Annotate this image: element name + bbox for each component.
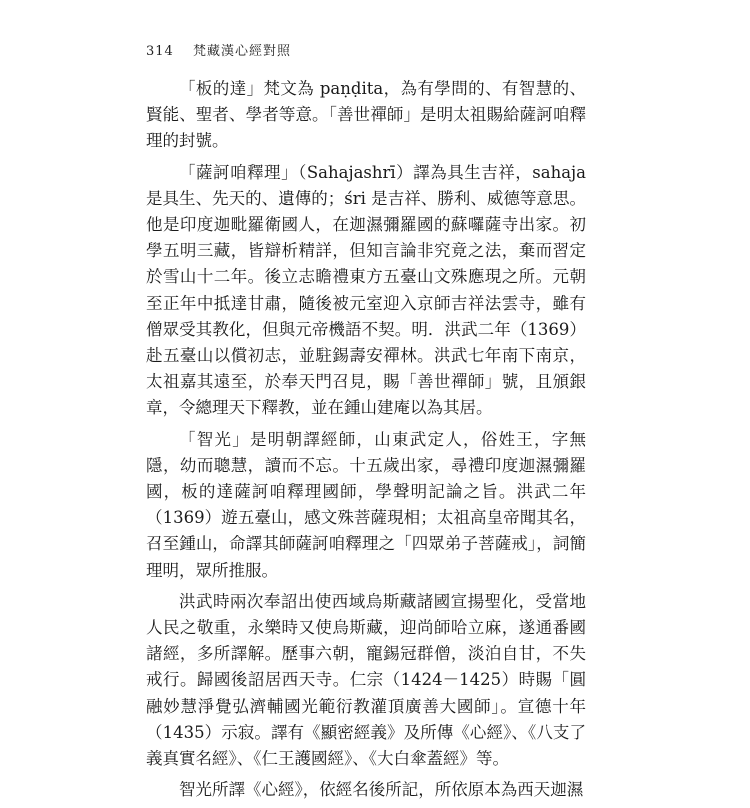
page-number: 314 (146, 44, 174, 59)
running-header (146, 40, 291, 59)
paragraph-heart-sutra: 智光所譯《心經》，依經名後所記，所依原本為西天迦濕 (179, 780, 584, 800)
body-text (146, 76, 586, 808)
running-title: 梵藏漢心經對照 (192, 44, 291, 59)
paragraph-pandita: 「板的達」梵文為 paṇḍita，為有學問的、有智慧的、賢能、聖者、學者等意。「善世禪師」是明太祖賜給薩訶咱釋理的封號。 (146, 79, 586, 151)
paragraph-zhiguang: 「智光」是明朝譯經師，山東武定人，俗姓王，字無隱，幼而聰慧，讀而不忘。十五歲出家，尋禮印度迦濕彌羅國，板的達薩訶咱釋理國師，學聲明記論之旨。洪武二年（1369）遊五臺山，感文殊菩薩現相；太祖高皇帝聞其名，召至鍾山，命譯其師薩訶咱釋理之「四眾弟子菩薩戒」，詞簡理明，眾所推服。 (146, 429, 586, 580)
paragraph-sahajashri: 「薩訶咱釋理」（Sahajashrī）譯為具生吉祥，sahaja 是具生、先天的、遺傳的；śri 是吉祥、勝利、威德等意思。他是印度迦毗羅衛國人，在迦濕彌羅國的蘇囉薩寺出家。初學五明三藏，皆辯析精詳，但知言論非究竟之法，棄而習定於雪山十二年。後立志瞻禮東方五臺山文殊應現之所。元朝至正年中抵達甘肅，隨後被元室迎入京師吉祥法雲寺，雖有僧眾受其教化，但與元帝機語不契。明．洪武二年（1369）赴五臺山以償初志，並駐錫壽安禪林。洪武七年南下南京，太祖嘉其遠至，於奉天門召見，賜「善世禪師」號，且頒銀章，令總理天下釋教，並在鍾山建庵以為其居。 (146, 162, 586, 418)
paragraph-hongwu: 洪武時兩次奉詔出使西域烏斯藏諸國宣揚聖化，受當地人民之敬重，永樂時又使烏斯藏，迎尚師哈立麻，遂通番國諸經，多所譯解。歷事六朝，寵錫冠群僧，淡泊自甘，不失戒行。歸國後詔居西天寺。仁宗（1424－1425）時賜「圓融妙慧淨覺弘濟輔國光範衍教灌頂廣善大國師」。宣德十年（1435）示寂。譯有《顯密經義》及所傳《心經》、《八支了義真實名經》、《仁王護國經》、《大白傘蓋經》等。 (146, 591, 586, 769)
